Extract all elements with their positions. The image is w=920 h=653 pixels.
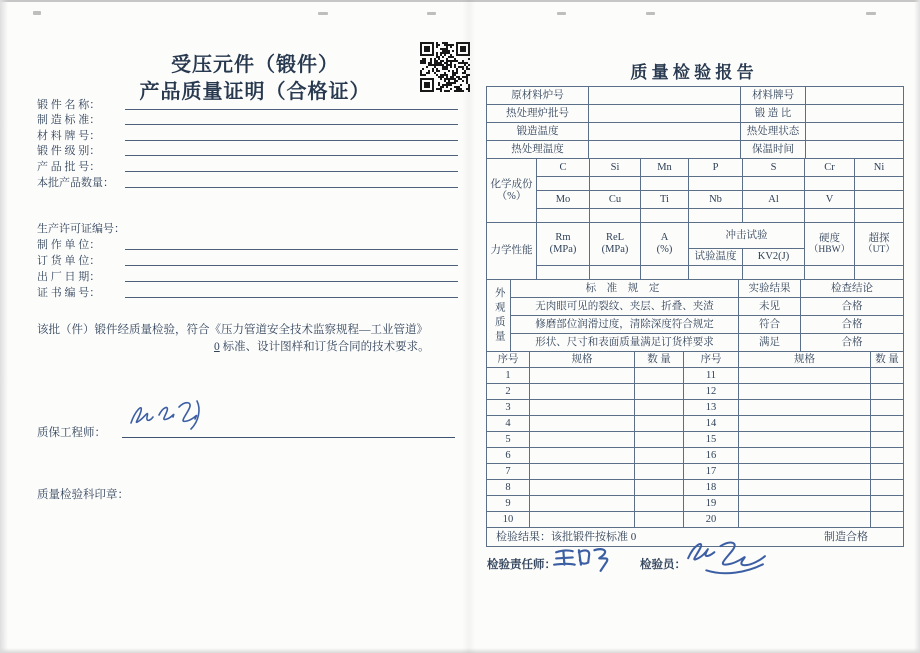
standard-header: 标 准 规 定 [511, 280, 739, 298]
scan-edge-right [914, 0, 920, 653]
col-rm-unit: (MPa) [549, 244, 577, 255]
serial-no-cell: 17 [684, 464, 739, 480]
blank-fill-line [125, 288, 458, 298]
scan-speck [33, 11, 41, 15]
col-ut-unit: （UT） [863, 244, 895, 255]
spec-cell [530, 512, 635, 528]
inspector-signature [676, 536, 772, 580]
chemistry-label [487, 159, 537, 223]
spec-cell [530, 480, 635, 496]
chemistry-values-row2 [487, 209, 904, 223]
appearance-result: 满足 [739, 334, 801, 352]
appearance-conclusion: 合格 [801, 298, 904, 316]
info-label: 热处理温度 [487, 141, 589, 159]
col-rel [590, 223, 641, 266]
chemistry-values-row1 [487, 177, 904, 191]
element-symbol: Mn [641, 159, 689, 177]
mech-value [641, 266, 689, 280]
element-symbol: C [537, 159, 590, 177]
field-ordering-unit [37, 253, 458, 269]
appearance-standard: 修磨部位润滑过度，清除深度符合规定 [511, 316, 739, 334]
field-forging-level [37, 144, 458, 160]
element-value [590, 209, 641, 223]
qty-cell [635, 512, 684, 528]
qty-cell [635, 496, 684, 512]
element-value [855, 209, 904, 223]
certificate-title-line2: 产品质量证明（合格证） [139, 81, 371, 103]
mech-value [805, 266, 855, 280]
element-value [689, 209, 743, 223]
qty-cell [871, 384, 904, 400]
qty-cell [871, 400, 904, 416]
info-label: 热处理炉批号 [487, 105, 589, 123]
qty-header: 数 量 [635, 352, 684, 368]
spec-cell [530, 448, 635, 464]
qty-cell [871, 368, 904, 384]
declaration-paragraph [37, 322, 467, 356]
appearance-conclusion: 合格 [801, 316, 904, 334]
declaration-line2 [37, 339, 467, 356]
element-value [590, 177, 641, 191]
element-symbol [855, 191, 904, 209]
col-rm-symbol: Rm [555, 232, 571, 244]
appearance-label [487, 280, 511, 352]
field-label: 本批产品数量： [37, 176, 114, 189]
manufacture-qualified-text: 制造合格 [824, 530, 868, 543]
field-label: 材 料 牌 号： [37, 129, 101, 142]
appearance-conclusion: 合格 [801, 334, 904, 352]
serial-no-cell: 9 [487, 496, 530, 512]
order-fields-group [37, 221, 458, 301]
appearance-label-text: 外观质量 [493, 286, 505, 345]
info-row [487, 87, 904, 105]
field-label: 产 品 批 号： [37, 160, 101, 173]
col-elongation-unit: (%) [656, 244, 673, 255]
spec-cell [739, 496, 871, 512]
qty-cell [635, 400, 684, 416]
info-label: 锻 造 比 [741, 105, 806, 123]
element-value [641, 177, 689, 191]
lead-inspector-label: 检验责任师： [487, 559, 556, 571]
serial-no-cell: 7 [487, 464, 530, 480]
blank-fill-line [125, 115, 458, 125]
spec-cell [739, 464, 871, 480]
field-label: 制 作 单 位： [37, 239, 101, 251]
serial-no-cell: 1 [487, 368, 530, 384]
field-label: 证 书 编 号： [37, 287, 101, 299]
spec-cell [739, 400, 871, 416]
scan-speck [557, 12, 566, 15]
col-elongation-symbol: A [660, 232, 669, 244]
scan-speck [646, 12, 655, 15]
info-value [589, 105, 741, 123]
serial-row [487, 480, 904, 496]
col-hardness [805, 223, 855, 266]
info-value [589, 141, 741, 159]
appearance-result: 符合 [739, 316, 801, 334]
declaration-line1: 该批（件）锻件经质量检验，符合《压力管道安全技术监察规程—工业管道》 [37, 324, 428, 336]
appearance-result: 未见 [739, 298, 801, 316]
inspection-report-table [486, 86, 905, 547]
serial-table [486, 351, 904, 547]
mechanical-values-row [487, 266, 904, 280]
spec-cell [530, 416, 635, 432]
element-symbol: Ti [641, 191, 689, 209]
mech-value [537, 266, 590, 280]
report-title: 质 量 检 验 报 告 [630, 63, 754, 82]
info-value [806, 87, 904, 105]
appearance-row [487, 316, 904, 334]
material-info-table [486, 86, 904, 159]
col-ut-symbol: 超探 [868, 232, 890, 244]
element-symbol: P [689, 159, 743, 177]
scan-speck [318, 12, 328, 15]
info-value [806, 105, 904, 123]
col-elongation [641, 223, 689, 266]
serial-header-row [487, 352, 904, 368]
col-rm [537, 223, 590, 266]
field-product-batch [37, 159, 458, 175]
element-symbol: V [805, 191, 855, 209]
qty-cell [635, 384, 684, 400]
serial-no-header: 序号 [684, 352, 739, 368]
info-label: 材料牌号 [741, 87, 806, 105]
field-label: 制 造 标 准： [37, 114, 101, 127]
element-symbol: Ni [855, 159, 904, 177]
info-value [589, 87, 741, 105]
field-material-grade [37, 128, 458, 144]
serial-table-body [487, 352, 904, 528]
blank-fill-line [125, 240, 458, 250]
appearance-row [487, 334, 904, 352]
serial-row [487, 432, 904, 448]
blank-fill-line [125, 272, 458, 282]
serial-row [487, 368, 904, 384]
chemistry-table [486, 158, 904, 223]
serial-no-cell: 15 [684, 432, 739, 448]
standard-number: 0 [214, 341, 220, 353]
field-label: 锻 件 名 称： [37, 98, 101, 111]
mech-value [743, 266, 805, 280]
field-label: 锻 件 级 别： [37, 145, 101, 158]
scan-speck [866, 12, 876, 15]
serial-no-cell: 16 [684, 448, 739, 464]
spec-cell [739, 384, 871, 400]
element-value [689, 177, 743, 191]
chemistry-unit: （%） [496, 190, 527, 202]
col-rel-symbol: ReL [605, 232, 625, 244]
spec-cell [739, 416, 871, 432]
element-value [855, 177, 904, 191]
info-value [806, 141, 904, 159]
spec-cell [739, 480, 871, 496]
element-value [805, 209, 855, 223]
info-label: 锻造温度 [487, 123, 589, 141]
element-symbol: Nb [689, 191, 743, 209]
field-forging-name [37, 97, 458, 113]
col-rel-unit: (MPa) [601, 244, 629, 255]
mech-value [855, 266, 904, 280]
field-batch-quantity [37, 175, 458, 191]
element-symbol: Cr [805, 159, 855, 177]
field-certificate-number [37, 285, 458, 301]
scan-edge-left [0, 0, 8, 653]
serial-row [487, 384, 904, 400]
scan-speck [427, 12, 436, 15]
element-symbol: Cu [590, 191, 641, 209]
blank-area [125, 224, 458, 234]
info-label: 热处理状态 [741, 123, 806, 141]
spec-cell [530, 496, 635, 512]
result-header: 实验结果 [739, 280, 801, 298]
serial-no-cell: 10 [487, 512, 530, 528]
field-label: 出 厂 日 期： [37, 271, 101, 283]
qty-cell [635, 368, 684, 384]
spec-header: 规格 [530, 352, 635, 368]
qty-cell [635, 464, 684, 480]
blank-fill-line [125, 146, 458, 156]
serial-row [487, 400, 904, 416]
blank-fill-line [125, 178, 458, 188]
info-row [487, 105, 904, 123]
element-value [537, 177, 590, 191]
qty-cell [635, 480, 684, 496]
chemistry-elements-row2 [487, 191, 904, 209]
qty-cell [635, 416, 684, 432]
serial-no-cell: 14 [684, 416, 739, 432]
scan-edge-bottom [0, 648, 920, 653]
chemistry-elements-row1 [487, 159, 904, 177]
serial-no-cell: 8 [487, 480, 530, 496]
scan-edge-top [0, 0, 920, 2]
qty-cell [635, 448, 684, 464]
spec-cell [739, 432, 871, 448]
element-symbol: S [743, 159, 805, 177]
serial-row [487, 448, 904, 464]
col-hardness-unit: （HBW） [808, 244, 851, 255]
serial-row [487, 512, 904, 528]
spec-cell [530, 400, 635, 416]
element-value [805, 177, 855, 191]
qty-cell [871, 480, 904, 496]
appearance-table [486, 279, 904, 352]
serial-no-cell: 13 [684, 400, 739, 416]
mechanical-header-row1 [487, 223, 904, 249]
certificate-title-line1: 受压元件（锻件） [171, 54, 339, 76]
qty-cell [871, 416, 904, 432]
appearance-row [487, 298, 904, 316]
spec-header: 规格 [739, 352, 871, 368]
element-value [641, 209, 689, 223]
qty-cell [871, 464, 904, 480]
product-fields-group [37, 97, 458, 191]
mech-value [590, 266, 641, 280]
field-manufacturer [37, 237, 458, 253]
info-value [589, 123, 741, 141]
col-hardness-symbol: 硬度 [819, 232, 840, 244]
conclusion-header: 检查结论 [801, 280, 904, 298]
mechanical-table [486, 222, 904, 280]
serial-row [487, 416, 904, 432]
spec-cell [739, 368, 871, 384]
serial-no-cell: 20 [684, 512, 739, 528]
qty-cell [871, 432, 904, 448]
info-value [806, 123, 904, 141]
serial-row [487, 464, 904, 480]
serial-no-cell: 4 [487, 416, 530, 432]
blank-fill-line [125, 131, 458, 141]
info-row [487, 123, 904, 141]
qty-cell [871, 496, 904, 512]
element-value [743, 177, 805, 191]
serial-row [487, 496, 904, 512]
declaration-line2-text: 标准、设计图样和订货合同的技术要求。 [219, 341, 430, 353]
info-label: 保温时间 [741, 141, 806, 159]
element-value [743, 209, 805, 223]
element-symbol: Si [590, 159, 641, 177]
qr-code [420, 40, 470, 94]
serial-no-cell: 5 [487, 432, 530, 448]
serial-no-cell: 12 [684, 384, 739, 400]
spec-cell [530, 384, 635, 400]
spec-cell [739, 448, 871, 464]
qty-cell [871, 512, 904, 528]
serial-no-cell: 6 [487, 448, 530, 464]
serial-no-header: 序号 [487, 352, 530, 368]
inspector-label: 检验员： [640, 559, 686, 571]
appearance-header-row [487, 280, 904, 298]
col-ut [855, 223, 904, 266]
mechanical-label: 力学性能 [487, 223, 537, 280]
info-row [487, 141, 904, 159]
qty-cell [871, 448, 904, 464]
field-manufacturing-standard [37, 113, 458, 129]
element-symbol: Al [743, 191, 805, 209]
serial-no-cell: 11 [684, 368, 739, 384]
spec-cell [530, 368, 635, 384]
spec-cell [530, 432, 635, 448]
spec-cell [530, 464, 635, 480]
spec-cell [739, 512, 871, 528]
element-value [537, 209, 590, 223]
impact-test-header: 冲击试验 [689, 223, 805, 249]
qty-cell [635, 432, 684, 448]
serial-no-cell: 18 [684, 480, 739, 496]
field-label: 订 货 单 位： [37, 255, 101, 267]
impact-temp-header: 试验温度 [689, 249, 743, 266]
serial-no-cell: 3 [487, 400, 530, 416]
qa-engineer-signature [123, 393, 208, 433]
field-factory-date [37, 269, 458, 285]
appearance-standard: 无肉眼可见的裂纹、夹层、折叠、夹渣 [511, 298, 739, 316]
appearance-standard: 形状、尺寸和表面质量满足订货样要求 [511, 334, 739, 352]
info-label: 原材料炉号 [487, 87, 589, 105]
blank-fill-line [125, 256, 458, 266]
lead-inspector-signature [551, 544, 613, 574]
inspection-result-text: 检验结果：该批锻件按标准 0 [496, 530, 637, 543]
mech-value [689, 266, 743, 280]
serial-no-cell: 2 [487, 384, 530, 400]
serial-no-cell: 19 [684, 496, 739, 512]
field-production-license [37, 221, 458, 237]
field-label: 生产许可证编号： [37, 223, 125, 235]
qa-engineer-label: 质保工程师： [37, 427, 106, 439]
blank-fill-line [125, 100, 458, 110]
chemistry-label-text: 化学成份 [490, 178, 533, 190]
impact-kv2-header: KV2(J) [743, 249, 805, 266]
element-symbol: Mo [537, 191, 590, 209]
inspection-seal-label: 质量检验科印章： [37, 489, 129, 501]
qa-signature-line [122, 437, 455, 438]
qty-header: 数 量 [871, 352, 904, 368]
blank-fill-line [125, 162, 458, 172]
